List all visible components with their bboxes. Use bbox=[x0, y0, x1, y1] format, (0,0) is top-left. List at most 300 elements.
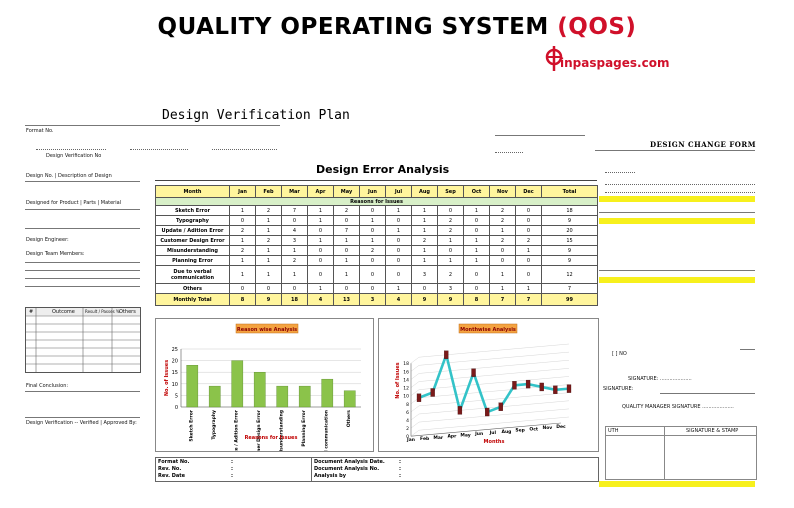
gridline bbox=[419, 344, 569, 357]
mini-col-1: Outcome bbox=[52, 309, 75, 315]
divider bbox=[599, 270, 755, 271]
x-tick-label: Oct bbox=[529, 427, 539, 433]
divider bbox=[740, 349, 755, 350]
table-cell: 0 bbox=[282, 216, 308, 226]
total-row bbox=[156, 294, 598, 306]
table-row bbox=[156, 236, 598, 246]
data-point bbox=[458, 406, 462, 414]
row-label: Planning Error bbox=[156, 256, 230, 266]
chart-title: Monthwise Analysis bbox=[460, 327, 516, 333]
y-tick-label: 18 bbox=[403, 362, 409, 368]
mini-col-0: # bbox=[29, 309, 34, 315]
total-label: Monthly Total bbox=[156, 294, 230, 306]
table-cell: 0 bbox=[464, 216, 490, 226]
month-chart bbox=[378, 318, 599, 452]
data-point bbox=[512, 381, 516, 389]
x-tick-label: Jan bbox=[407, 438, 415, 444]
table-cell: 0 bbox=[386, 246, 412, 256]
no-label: [ ] NO bbox=[612, 351, 627, 357]
table-cell: 2 bbox=[282, 256, 308, 266]
table-cell: 2 bbox=[256, 236, 282, 246]
format-no-label: Format No. bbox=[26, 128, 54, 134]
table-cell: 2 bbox=[438, 266, 464, 284]
table-cell: 1 bbox=[516, 284, 542, 294]
row-label: Typography bbox=[156, 216, 230, 226]
table-cell: 0 bbox=[438, 206, 464, 216]
table-cell: 1 bbox=[438, 236, 464, 246]
bar bbox=[209, 386, 220, 407]
total-cell: 13 bbox=[334, 294, 360, 306]
table-cell: 0 bbox=[516, 216, 542, 226]
chart-title: Reason wise Analysis bbox=[236, 327, 298, 333]
table-cell: 1 bbox=[282, 246, 308, 256]
title-qos: (QOS) bbox=[557, 14, 637, 40]
header-cell: Apr bbox=[308, 186, 334, 198]
design-no-label: Design No. | Description of Design bbox=[26, 173, 112, 179]
table-cell: 1 bbox=[256, 226, 282, 236]
table-cell: 0 bbox=[516, 206, 542, 216]
divider bbox=[155, 180, 597, 181]
table-cell: 7 bbox=[334, 226, 360, 236]
reason-chart bbox=[155, 318, 374, 452]
x-tick-label: Mar bbox=[433, 435, 444, 441]
y-tick-label: 10 bbox=[171, 381, 178, 388]
y-tick-label: 8 bbox=[406, 402, 409, 408]
title-main: QUALITY OPERATING SYSTEM bbox=[157, 14, 558, 40]
gridline bbox=[411, 414, 419, 420]
gridline bbox=[411, 357, 419, 363]
table-cell: 1 bbox=[412, 216, 438, 226]
logo-text: inpaspages.com bbox=[560, 56, 670, 70]
table-cell: 1 bbox=[464, 206, 490, 216]
table-cell: 1 bbox=[256, 256, 282, 266]
table-cell: 1 bbox=[230, 266, 256, 284]
x-tick-label: Others bbox=[346, 410, 352, 428]
table-cell: 3 bbox=[438, 284, 464, 294]
change-form-title: DESIGN CHANGE FORM bbox=[650, 140, 756, 149]
footer-colon: : bbox=[231, 466, 233, 472]
data-point bbox=[540, 383, 544, 391]
total-cell: 8 bbox=[464, 294, 490, 306]
data-point bbox=[567, 385, 571, 393]
y-tick-label: 10 bbox=[403, 394, 409, 400]
table-cell: 2 bbox=[490, 216, 516, 226]
header-cell: May bbox=[334, 186, 360, 198]
x-tick-label: Feb bbox=[420, 437, 430, 442]
table-cell: 1 bbox=[308, 284, 334, 294]
table-cell: 12 bbox=[542, 266, 598, 284]
x-tick-label: Planning Error bbox=[301, 410, 307, 447]
x-tick-label: Apr bbox=[447, 434, 457, 440]
footer-rev-date: Rev. Date bbox=[158, 473, 186, 479]
x-tick-label: Nov bbox=[542, 426, 553, 432]
table-cell: 0 bbox=[360, 256, 386, 266]
total-cell: 8 bbox=[230, 294, 256, 306]
table-cell: 1 bbox=[464, 236, 490, 246]
bar bbox=[322, 379, 333, 407]
y-tick-label: 12 bbox=[403, 386, 409, 392]
footer-format-no: Format No. bbox=[158, 459, 190, 465]
table-cell: 1 bbox=[490, 284, 516, 294]
table-cell: 0 bbox=[438, 246, 464, 256]
header-cell: Oct bbox=[464, 186, 490, 198]
table-cell: 9 bbox=[542, 256, 598, 266]
error-analysis-table bbox=[155, 185, 598, 306]
x-tick-label: Update / Adition Error bbox=[234, 410, 240, 451]
table-cell: 0 bbox=[386, 256, 412, 266]
table-cell: 1 bbox=[230, 206, 256, 216]
footer-doc-no: Document Analysis No. bbox=[314, 466, 380, 472]
data-point bbox=[417, 394, 421, 402]
highlight-bar bbox=[599, 196, 755, 202]
divider bbox=[495, 135, 585, 136]
x-tick-label: Jun bbox=[475, 432, 484, 438]
divider bbox=[599, 212, 755, 213]
gridline bbox=[419, 385, 569, 398]
x-tick-label: Jul bbox=[489, 431, 497, 436]
bar bbox=[187, 365, 198, 407]
analysis-title: Design Error Analysis bbox=[316, 163, 450, 176]
highlight-bar bbox=[599, 481, 755, 487]
divider bbox=[25, 209, 140, 210]
table-cell: 2 bbox=[438, 226, 464, 236]
data-point bbox=[499, 403, 503, 411]
highlight-bar bbox=[599, 218, 755, 224]
table-cell: 2 bbox=[334, 206, 360, 216]
design-engineer-label: Design Engineer: bbox=[26, 237, 69, 243]
table-row bbox=[156, 266, 598, 284]
table-cell: 1 bbox=[308, 216, 334, 226]
gridline bbox=[411, 406, 419, 412]
y-tick-label: 14 bbox=[403, 378, 409, 384]
table-cell: 7 bbox=[282, 206, 308, 216]
table-cell: 1 bbox=[386, 206, 412, 216]
box-left-label: UTH bbox=[608, 428, 619, 434]
table-cell: 0 bbox=[334, 216, 360, 226]
footer-analysis-by: Analysis by bbox=[314, 473, 347, 479]
divider bbox=[311, 458, 312, 481]
reasons-label: Reasons for Issues bbox=[156, 198, 598, 206]
total-cell: 9 bbox=[438, 294, 464, 306]
table-row bbox=[156, 206, 598, 216]
data-point bbox=[431, 389, 435, 397]
total-cell: 7 bbox=[516, 294, 542, 306]
y-tick-label: 4 bbox=[406, 418, 409, 424]
reason-chart-svg bbox=[156, 319, 373, 451]
total-cell: 9 bbox=[256, 294, 282, 306]
table-cell: 1 bbox=[230, 236, 256, 246]
table-cell: 1 bbox=[386, 284, 412, 294]
bar bbox=[254, 372, 265, 407]
divider bbox=[25, 391, 140, 392]
table-cell: 0 bbox=[360, 226, 386, 236]
x-tick-label: Misunderstanding bbox=[279, 410, 285, 451]
gridline bbox=[419, 352, 569, 365]
footer-colon: : bbox=[399, 459, 401, 465]
footer-colon: : bbox=[231, 473, 233, 479]
table-row bbox=[156, 226, 598, 236]
highlight-bar bbox=[599, 277, 755, 283]
table-cell: 0 bbox=[516, 256, 542, 266]
reasons-row bbox=[156, 198, 598, 206]
table-row bbox=[156, 256, 598, 266]
table-cell: 0 bbox=[230, 216, 256, 226]
x-axis-label: Reasons for Issues bbox=[244, 435, 298, 441]
table-cell: 0 bbox=[464, 226, 490, 236]
row-label: Sketch Error bbox=[156, 206, 230, 216]
row-label: Others bbox=[156, 284, 230, 294]
x-tick-label: Sketch Error bbox=[189, 410, 195, 442]
table-cell: 1 bbox=[360, 216, 386, 226]
header-cell: Aug bbox=[412, 186, 438, 198]
table-cell: 2 bbox=[412, 236, 438, 246]
bar bbox=[232, 361, 243, 407]
divider bbox=[25, 125, 280, 126]
divider bbox=[25, 181, 140, 182]
table-cell: 1 bbox=[412, 206, 438, 216]
table-row bbox=[156, 216, 598, 226]
dotted-line bbox=[130, 149, 188, 150]
total-cell: 4 bbox=[386, 294, 412, 306]
header-cell: Feb bbox=[256, 186, 282, 198]
header-cell: Jun bbox=[360, 186, 386, 198]
table-cell: 4 bbox=[282, 226, 308, 236]
divider bbox=[664, 427, 665, 479]
gridline bbox=[411, 430, 419, 436]
total-cell: 3 bbox=[360, 294, 386, 306]
divider bbox=[25, 417, 140, 418]
bar bbox=[299, 386, 310, 407]
table-cell: 0 bbox=[334, 246, 360, 256]
divider bbox=[606, 435, 756, 436]
table-cell: 3 bbox=[282, 236, 308, 246]
table-cell: 2 bbox=[438, 216, 464, 226]
table-cell: 0 bbox=[308, 266, 334, 284]
footer-colon: : bbox=[399, 466, 401, 472]
table-cell: 1 bbox=[516, 246, 542, 256]
table-cell: 9 bbox=[542, 216, 598, 226]
table-cell: 0 bbox=[516, 266, 542, 284]
table-cell: 0 bbox=[256, 284, 282, 294]
table-cell: 0 bbox=[282, 284, 308, 294]
header-cell: Jul bbox=[386, 186, 412, 198]
table-cell: 1 bbox=[464, 256, 490, 266]
row-label: Due to verbal communication bbox=[156, 266, 230, 284]
signature-2-label: SIGNATURE: .................... bbox=[628, 376, 692, 382]
dotted-line bbox=[605, 184, 755, 185]
x-tick-label: Due to verbal communication bbox=[324, 410, 330, 451]
dotted-line bbox=[495, 152, 523, 153]
qm-signature-label: QUALITY MANAGER SIGNATURE .................... bbox=[622, 404, 734, 410]
data-point bbox=[444, 351, 448, 359]
table-cell: 1 bbox=[412, 246, 438, 256]
table-cell: 0 bbox=[490, 246, 516, 256]
table-cell: 2 bbox=[490, 236, 516, 246]
table-cell: 1 bbox=[256, 266, 282, 284]
data-point bbox=[553, 386, 557, 394]
table-cell: 0 bbox=[308, 246, 334, 256]
gridline bbox=[411, 382, 419, 388]
divider bbox=[25, 286, 140, 287]
y-tick-label: 16 bbox=[403, 370, 409, 376]
gridline bbox=[411, 365, 419, 371]
x-tick-label: Typography bbox=[211, 410, 217, 440]
mini-col-2: Result / Passes % bbox=[85, 309, 120, 314]
y-tick-label: 20 bbox=[171, 358, 178, 365]
table-cell: 0 bbox=[308, 256, 334, 266]
total-cell: 99 bbox=[542, 294, 598, 306]
table-cell: 1 bbox=[490, 266, 516, 284]
page-title bbox=[0, 14, 794, 40]
table-cell: 1 bbox=[334, 266, 360, 284]
gridline bbox=[411, 422, 419, 428]
table-cell: 1 bbox=[308, 206, 334, 216]
table-cell: 15 bbox=[542, 236, 598, 246]
table-cell: 0 bbox=[464, 266, 490, 284]
y-tick-label: 2 bbox=[406, 427, 409, 433]
table-cell: 0 bbox=[490, 256, 516, 266]
table-cell: 0 bbox=[412, 284, 438, 294]
x-tick-label: Sep bbox=[515, 428, 525, 434]
table-cell: 2 bbox=[256, 206, 282, 216]
bar bbox=[277, 386, 288, 407]
header-cell: Jan bbox=[230, 186, 256, 198]
header-cell: Total bbox=[542, 186, 598, 198]
table-cell: 2 bbox=[516, 236, 542, 246]
header-cell: Nov bbox=[490, 186, 516, 198]
y-tick-label: 6 bbox=[406, 410, 409, 416]
table-cell: 1 bbox=[386, 226, 412, 236]
data-point bbox=[472, 369, 476, 377]
gridline bbox=[419, 409, 569, 422]
total-cell: 7 bbox=[490, 294, 516, 306]
dotted-line bbox=[605, 192, 755, 193]
box-right-label: SIGNATURE & STAMP bbox=[686, 428, 739, 434]
table-cell: 0 bbox=[334, 284, 360, 294]
table-cell: 0 bbox=[360, 206, 386, 216]
table-cell: 1 bbox=[256, 246, 282, 256]
header-cell: Month bbox=[156, 186, 230, 198]
gridline bbox=[419, 393, 569, 406]
footer-doc-date: Document Analysis Date. bbox=[314, 459, 385, 465]
month-chart-svg bbox=[379, 319, 598, 451]
table-cell: 0 bbox=[360, 284, 386, 294]
divider bbox=[25, 262, 140, 263]
table-cell: 1 bbox=[490, 226, 516, 236]
table-cell: 1 bbox=[360, 236, 386, 246]
table-cell: 2 bbox=[230, 246, 256, 256]
footer-colon: : bbox=[399, 473, 401, 479]
row-label: Update / Adition Error bbox=[156, 226, 230, 236]
table-cell: 0 bbox=[386, 236, 412, 246]
header-cell: Dec bbox=[516, 186, 542, 198]
table-cell: 7 bbox=[542, 284, 598, 294]
signature-label: SIGNATURE: bbox=[603, 386, 634, 392]
dotted-line bbox=[605, 172, 635, 173]
divider bbox=[660, 393, 755, 394]
table-cell: 1 bbox=[464, 246, 490, 256]
footer-rev-no: Rev. No. bbox=[158, 466, 182, 472]
table-cell: 0 bbox=[386, 266, 412, 284]
table-cell: 18 bbox=[542, 206, 598, 216]
y-tick-label: 0 bbox=[174, 405, 178, 411]
x-tick-label: Customer Design Error bbox=[256, 410, 262, 451]
table-cell: 20 bbox=[542, 226, 598, 236]
table-cell: 1 bbox=[412, 226, 438, 236]
divider bbox=[25, 278, 140, 279]
signature-box bbox=[605, 426, 757, 480]
data-point bbox=[526, 380, 530, 388]
dotted-line bbox=[212, 149, 277, 150]
y-tick-label: 25 bbox=[171, 347, 178, 353]
bar bbox=[344, 391, 355, 407]
y-tick-label: 5 bbox=[174, 393, 178, 400]
header-cell: Mar bbox=[282, 186, 308, 198]
mini-col-3: Others bbox=[119, 309, 136, 315]
table-cell: 1 bbox=[412, 256, 438, 266]
table-cell: 9 bbox=[542, 246, 598, 256]
table-cell: 0 bbox=[230, 284, 256, 294]
table-cell: 0 bbox=[386, 216, 412, 226]
table-cell: 1 bbox=[334, 256, 360, 266]
y-tick-label: 15 bbox=[171, 370, 178, 377]
gridline bbox=[411, 373, 419, 379]
table-cell: 0 bbox=[464, 284, 490, 294]
outcome-table bbox=[25, 307, 141, 373]
total-cell: 4 bbox=[308, 294, 334, 306]
table-cell: 1 bbox=[282, 266, 308, 284]
data-point bbox=[485, 408, 489, 416]
footer-colon: : bbox=[231, 459, 233, 465]
table-cell: 2 bbox=[230, 226, 256, 236]
row-label: Misunderstanding bbox=[156, 246, 230, 256]
x-axis-label: Months bbox=[483, 439, 505, 445]
row-label: Customer Design Error bbox=[156, 236, 230, 246]
gridline bbox=[419, 401, 569, 414]
x-tick-label: Aug bbox=[501, 429, 512, 435]
table-cell: 0 bbox=[308, 226, 334, 236]
total-cell: 18 bbox=[282, 294, 308, 306]
table-cell: 0 bbox=[360, 266, 386, 284]
table-cell: 1 bbox=[230, 256, 256, 266]
divider bbox=[595, 150, 755, 151]
table-cell: 1 bbox=[308, 236, 334, 246]
total-cell: 9 bbox=[412, 294, 438, 306]
divider bbox=[25, 228, 140, 229]
divider bbox=[25, 270, 140, 271]
verification-label: Design Verification -- Verified | Approved By: bbox=[26, 420, 137, 426]
footer-table bbox=[155, 457, 599, 482]
outcome-table-grid bbox=[26, 308, 140, 372]
y-axis-label: No. of Issues bbox=[164, 359, 170, 397]
table-row bbox=[156, 246, 598, 256]
table-cell: 1 bbox=[438, 256, 464, 266]
final-conclusion-label: Final Conclusion: bbox=[26, 383, 69, 389]
table-cell: 2 bbox=[360, 246, 386, 256]
table-header-row bbox=[156, 186, 598, 198]
table-cell: 1 bbox=[256, 216, 282, 226]
plan-title: Design Verification Plan bbox=[162, 108, 350, 123]
team-members-label: Design Team Members: bbox=[26, 251, 85, 257]
designed-for-label: Designed for Product | Parts | Material bbox=[26, 200, 122, 206]
dv-no-label: Design Verification No bbox=[46, 153, 102, 159]
table-cell: 3 bbox=[412, 266, 438, 284]
dotted-line bbox=[36, 149, 106, 150]
y-tick-label: 0 bbox=[406, 435, 409, 441]
x-tick-label: Dec bbox=[556, 425, 566, 430]
table-cell: 2 bbox=[490, 206, 516, 216]
table-cell: 0 bbox=[516, 226, 542, 236]
